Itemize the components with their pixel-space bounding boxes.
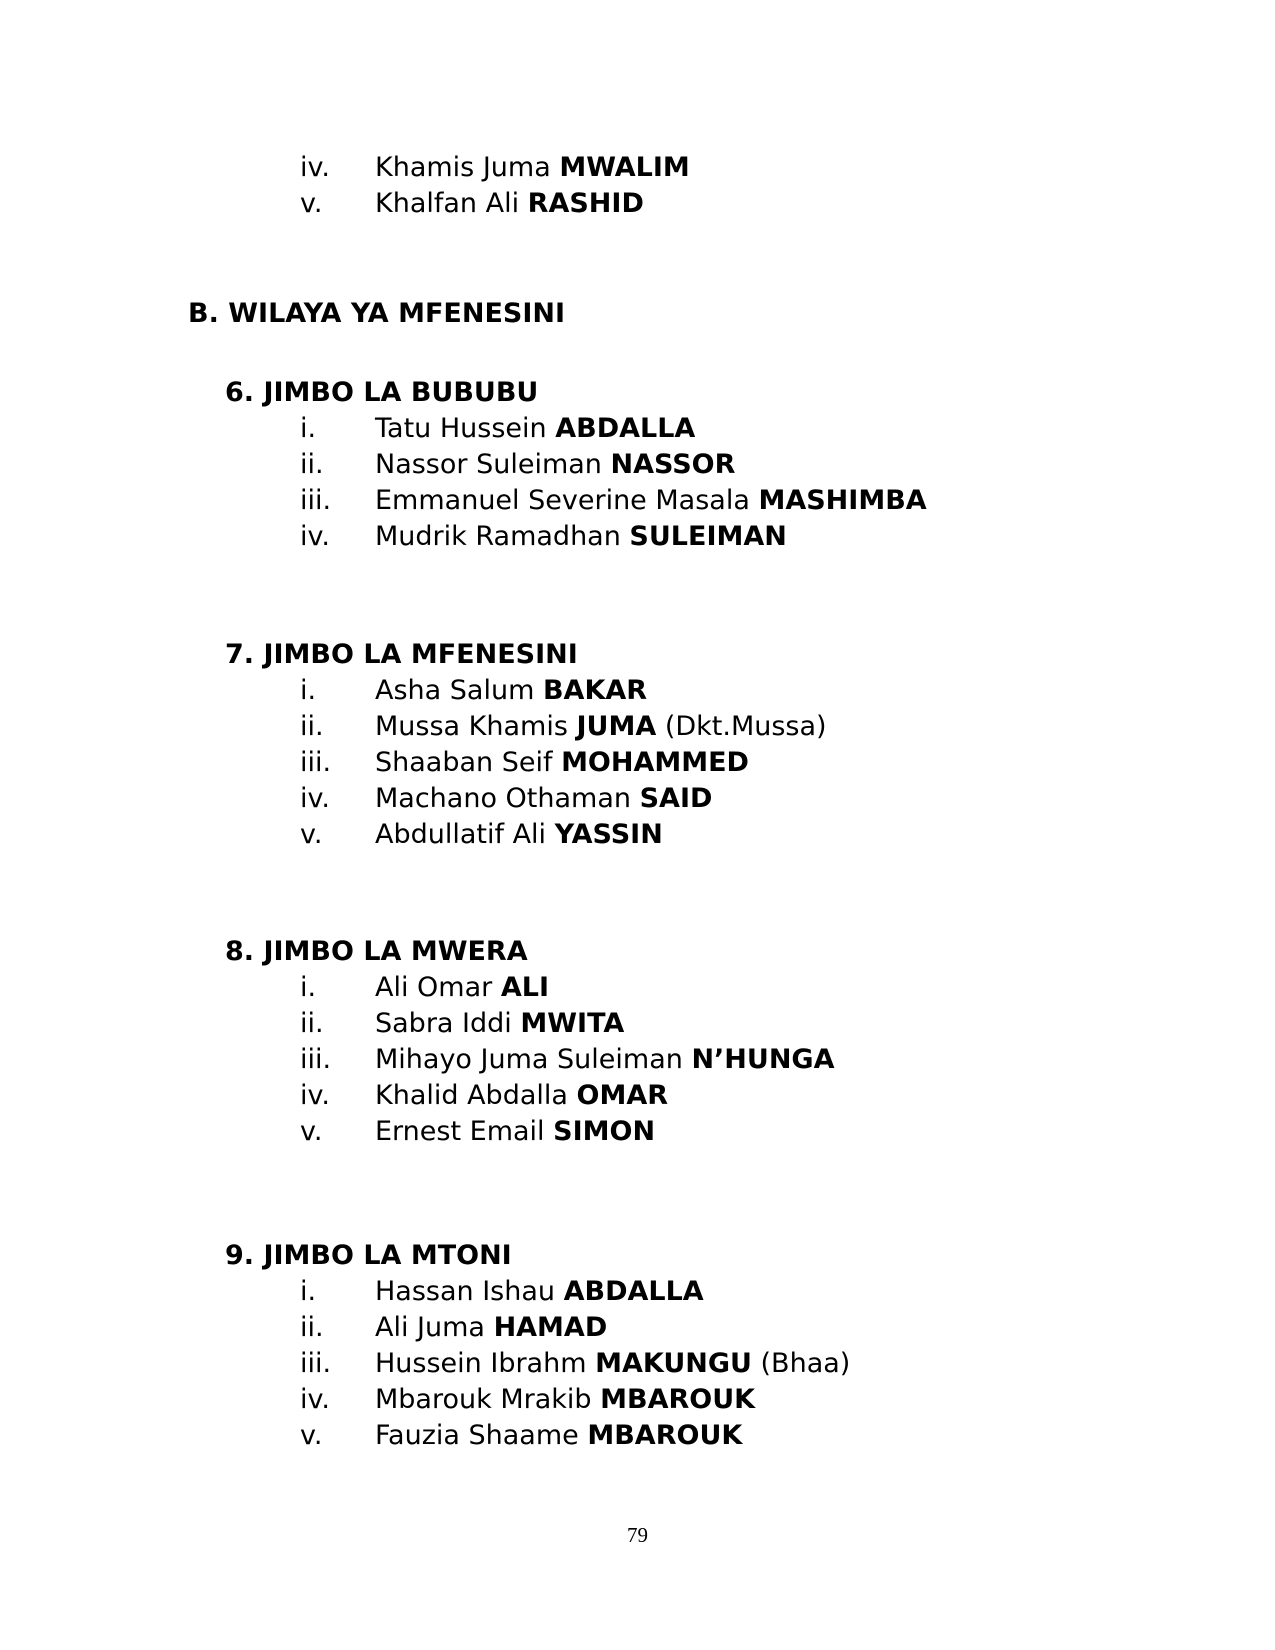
list-numeral: ii.: [300, 449, 324, 480]
list-numeral: i.: [300, 675, 317, 706]
surname: JUMA: [576, 711, 657, 742]
list-numeral: iv.: [300, 1384, 330, 1415]
constituency-heading: 8. JIMBO LA MWERA: [225, 936, 528, 967]
member-name: [375, 1114, 655, 1150]
list-numeral: iv.: [300, 152, 330, 183]
list-numeral: i.: [300, 972, 317, 1003]
page-number: 79: [627, 1523, 648, 1547]
surname: MAKUNGU: [595, 1348, 752, 1379]
surname: SIMON: [553, 1116, 656, 1147]
list-numeral: iii.: [300, 1044, 332, 1075]
surname: N’HUNGA: [691, 1044, 835, 1075]
given-names: Ernest Email: [375, 1116, 554, 1147]
constituency-heading: 9. JIMBO LA MTONI: [225, 1240, 512, 1271]
given-names: Abdullatif Ali: [375, 819, 555, 850]
member-name: [375, 1078, 668, 1114]
given-names: Shaaban Seif: [375, 747, 562, 778]
section-heading: B. WILAYA YA MFENESINI: [188, 298, 566, 329]
member-name: [375, 150, 690, 186]
list-numeral: ii.: [300, 1312, 324, 1343]
list-numeral: v.: [300, 1420, 323, 1451]
surname: RASHID: [527, 188, 644, 219]
surname: MOHAMMED: [561, 747, 749, 778]
surname: MBAROUK: [587, 1420, 743, 1451]
list-numeral: i.: [300, 413, 317, 444]
surname: ABDALLA: [563, 1276, 704, 1307]
list-numeral: iii.: [300, 485, 332, 516]
given-names: Emmanuel Severine Masala: [375, 485, 759, 516]
given-names: Mudrik Ramadhan: [375, 521, 630, 552]
list-numeral: ii.: [300, 711, 324, 742]
member-name: [375, 781, 712, 817]
surname: SAID: [639, 783, 713, 814]
list-numeral: iii.: [300, 1348, 332, 1379]
member-name: [375, 1310, 607, 1346]
member-name: [375, 483, 927, 519]
surname: NASSOR: [610, 449, 736, 480]
given-names: Hussein Ibrahm: [375, 1348, 596, 1379]
member-name: [375, 1006, 624, 1042]
member-name: [375, 673, 647, 709]
name-note: (Bhaa): [751, 1348, 851, 1379]
given-names: Tatu Hussein: [375, 413, 556, 444]
member-name: [375, 709, 827, 745]
surname: HAMAD: [493, 1312, 608, 1343]
member-name: [375, 411, 695, 447]
member-name: [375, 447, 735, 483]
given-names: Nassor Suleiman: [375, 449, 611, 480]
surname: ALI: [500, 972, 549, 1003]
given-names: Khalid Abdalla: [375, 1080, 577, 1111]
list-numeral: v.: [300, 188, 323, 219]
member-name: [375, 519, 787, 555]
surname: ABDALLA: [555, 413, 696, 444]
surname: OMAR: [576, 1080, 669, 1111]
member-name: [375, 970, 549, 1006]
constituency-heading: 6. JIMBO LA BUBUBU: [225, 377, 539, 408]
member-name: [375, 1042, 834, 1078]
given-names: Ali Juma: [375, 1312, 494, 1343]
surname: MBAROUK: [600, 1384, 756, 1415]
list-numeral: iv.: [300, 1080, 330, 1111]
surname: MASHIMBA: [758, 485, 927, 516]
surname: YASSIN: [554, 819, 663, 850]
list-numeral: iv.: [300, 783, 330, 814]
given-names: Mihayo Juma Suleiman: [375, 1044, 692, 1075]
surname: SULEIMAN: [629, 521, 787, 552]
list-numeral: iii.: [300, 747, 332, 778]
surname: BAKAR: [542, 675, 648, 706]
surname: MWITA: [520, 1008, 625, 1039]
given-names: Mbarouk Mrakib: [375, 1384, 601, 1415]
member-name: [375, 1274, 704, 1310]
given-names: Asha Salum: [375, 675, 543, 706]
given-names: Hassan Ishau: [375, 1276, 564, 1307]
member-name: [375, 186, 644, 222]
list-numeral: ii.: [300, 1008, 324, 1039]
given-names: Sabra Iddi: [375, 1008, 521, 1039]
given-names: Fauzia Shaame: [375, 1420, 588, 1451]
list-numeral: iv.: [300, 521, 330, 552]
given-names: Machano Othaman: [375, 783, 640, 814]
member-name: [375, 1382, 755, 1418]
list-numeral: v.: [300, 819, 323, 850]
name-note: (Dkt.Mussa): [656, 711, 827, 742]
list-numeral: v.: [300, 1116, 323, 1147]
list-numeral: i.: [300, 1276, 317, 1307]
member-name: [375, 1418, 742, 1454]
member-name: [375, 745, 749, 781]
given-names: Ali Omar: [375, 972, 501, 1003]
given-names: Khamis Juma: [375, 152, 560, 183]
member-name: [375, 817, 663, 853]
given-names: Mussa Khamis: [375, 711, 577, 742]
member-name: [375, 1346, 850, 1382]
surname: MWALIM: [559, 152, 690, 183]
constituency-heading: 7. JIMBO LA MFENESINI: [225, 639, 578, 670]
given-names: Khalfan Ali: [375, 188, 528, 219]
